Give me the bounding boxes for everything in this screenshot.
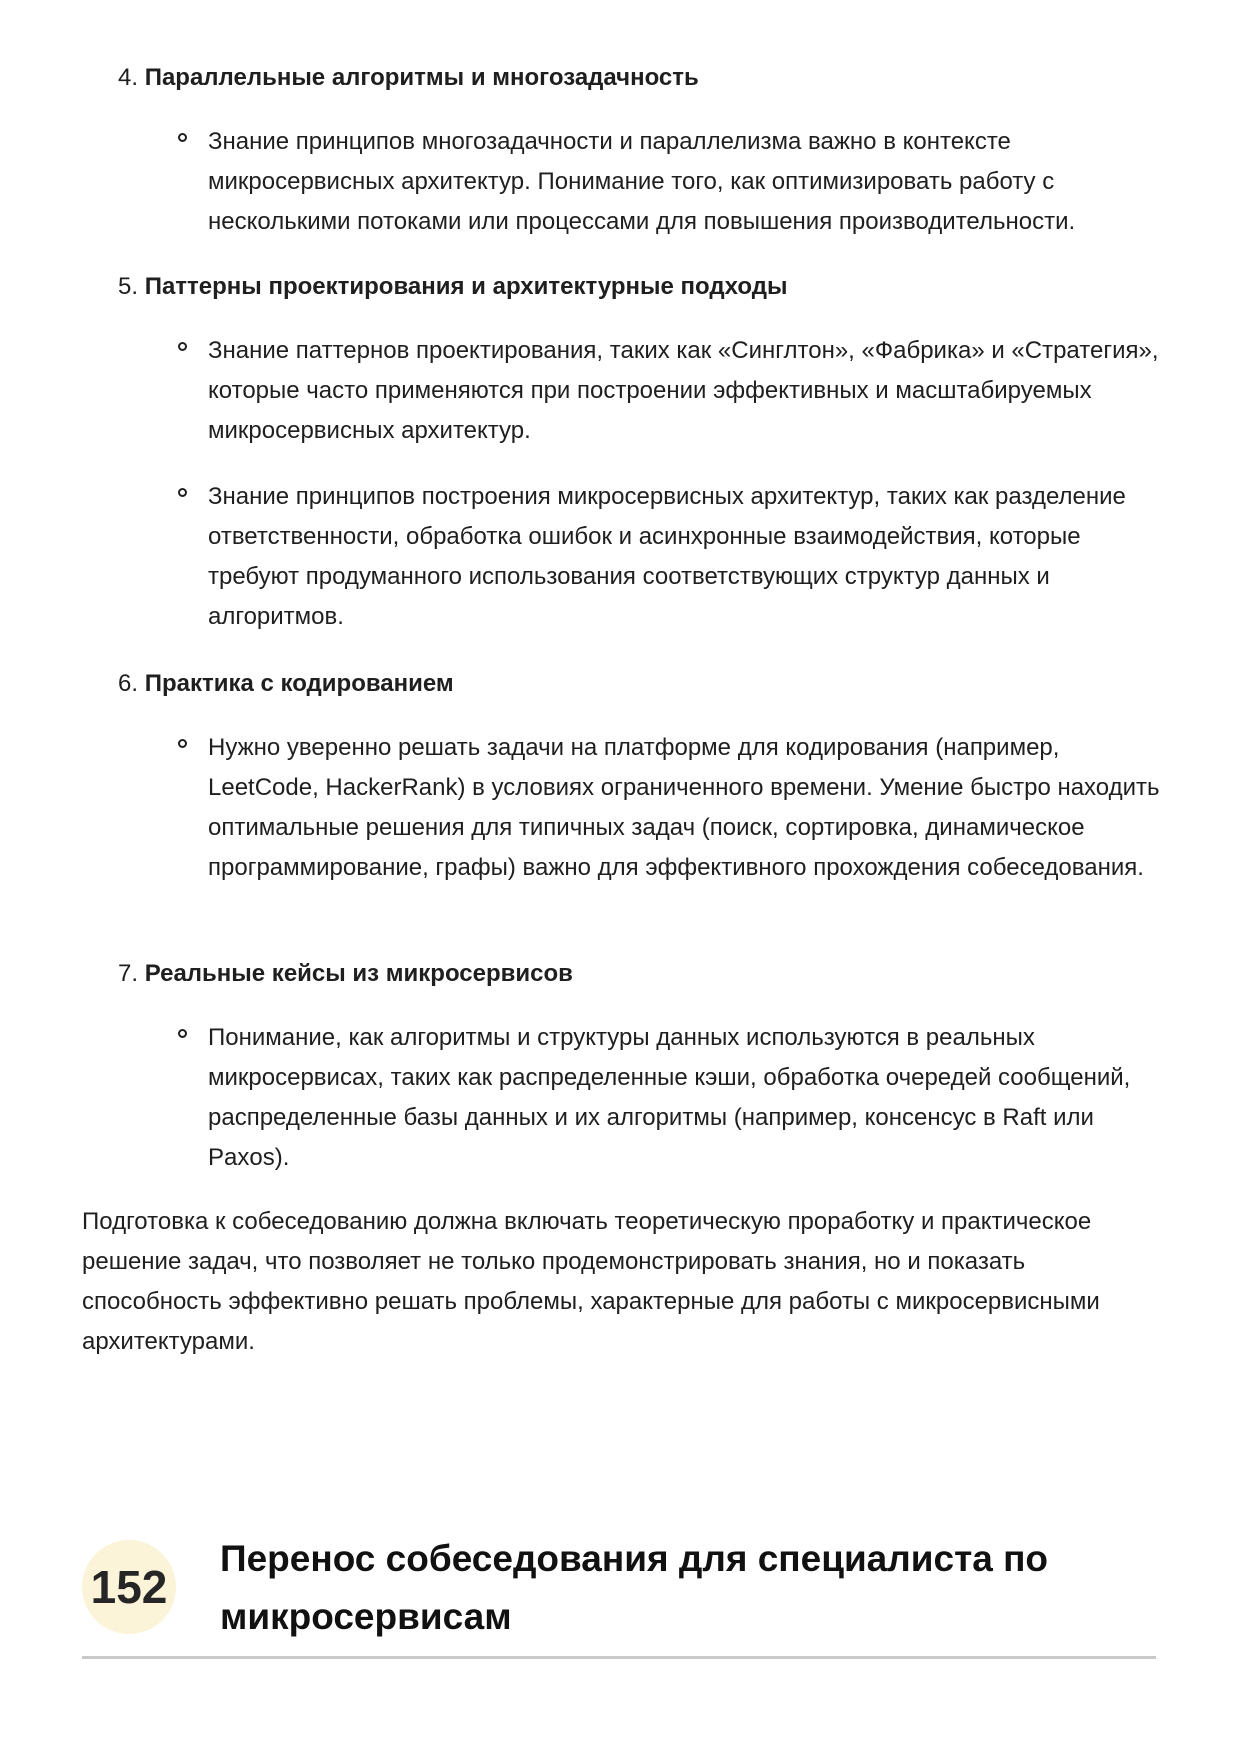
- section-title: Параллельные алгоритмы и многозадачность: [144, 64, 699, 91]
- hollow-circle-bullet-icon: [178, 133, 187, 142]
- section-title: Паттерны проектирования и архитектурные подходы: [144, 273, 788, 300]
- section-heading: [118, 62, 699, 94]
- hollow-circle-bullet-icon: [178, 1029, 187, 1038]
- bullet-text: Знание принципов построения микросервисных архитектур, таких как разделение ответственности, обработка ошибок и асинхронные взаимодействия, которые требуют продуманного использования соответствующих структур данных и алгоритмов.: [208, 483, 1126, 630]
- hollow-circle-bullet-icon: [178, 342, 187, 351]
- section-number: 6.: [118, 670, 139, 697]
- section-number: 4.: [118, 64, 139, 91]
- hollow-circle-bullet-icon: [178, 488, 187, 497]
- chapter-number-badge: 152: [82, 1540, 176, 1634]
- section-heading: [118, 958, 573, 990]
- section-title: Практика с кодированием: [144, 670, 454, 697]
- section-heading: [118, 668, 454, 700]
- chapter-title: Перенос собеседования для специалиста по микросервисам: [220, 1538, 1049, 1637]
- section-number: 5.: [118, 273, 139, 300]
- bullet-text: Понимание, как алгоритмы и структуры данных используются в реальных микросервисах, таких как распределенные кэши, обработка очередей сообщений, распределенные базы данных и их алгоритмы (например, консенсус в Raft или Paxos).: [208, 1024, 1131, 1171]
- hollow-circle-bullet-icon: [178, 739, 187, 748]
- chapter-divider: [82, 1656, 1156, 1659]
- summary-paragraph: Подготовка к собеседованию должна включать теоретическую проработку и практическое решение задач, что позволяет не только продемонстрировать знания, но и показать способность эффективно решать проблемы, характерные для работы с микросервисными архитектурами.: [82, 1208, 1100, 1355]
- bullet-text: Знание принципов многозадачности и параллелизма важно в контексте микросервисных архитектур. Понимание того, как оптимизировать работу с несколькими потоками или процессами для повышения производительности.: [208, 128, 1076, 235]
- section-heading: [118, 271, 787, 303]
- section-title: Реальные кейсы из микросервисов: [144, 960, 573, 987]
- section-number: 7.: [118, 960, 139, 987]
- chapter-heading: [82, 1530, 1156, 1660]
- bullet-text: Знание паттернов проектирования, таких как «Синглтон», «Фабрика» и «Стратегия», которые часто применяются при построении эффективных и масштабируемых микросервисных архитектур.: [208, 337, 1159, 444]
- bullet-text: Нужно уверенно решать задачи на платформе для кодирования (например, LeetCode, HackerRank) в условиях ограниченного времени. Умение быстро находить оптимальные решения для типичных задач (поиск, сортировка, динамическое программирование, графы) важно для эффективного прохождения собеседования.: [208, 734, 1160, 881]
